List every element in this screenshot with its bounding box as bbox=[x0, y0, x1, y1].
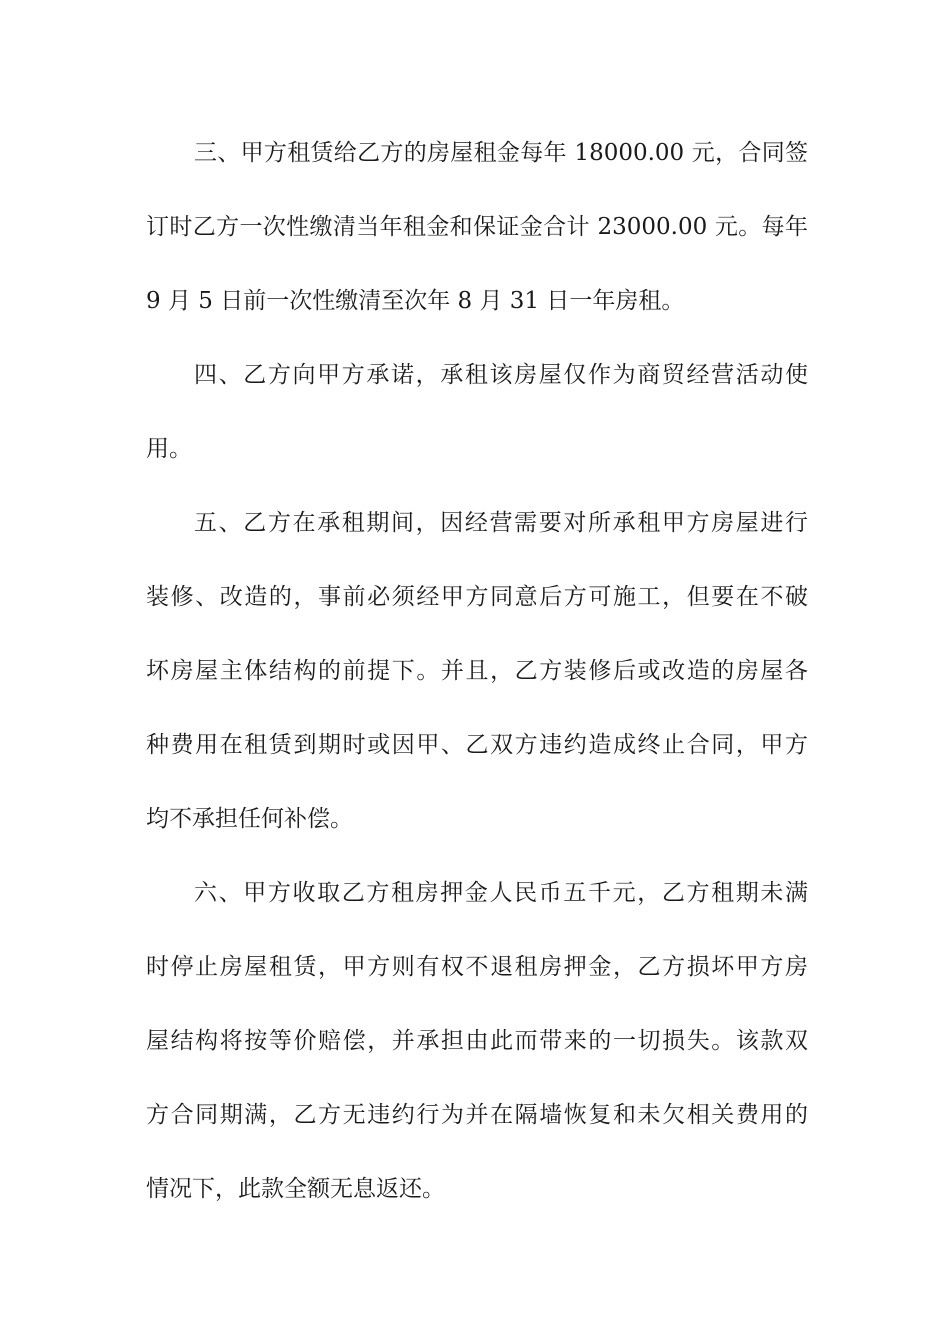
paragraph-line: 时停止房屋租赁，甲方则有权不退租房押金，乙方损坏甲方房 bbox=[146, 954, 808, 980]
paragraph-clause-3 bbox=[146, 126, 808, 348]
paragraph-clause-5 bbox=[146, 496, 808, 866]
paragraph-line: 三、甲方租赁给乙方的房屋租金每年 18000.00 元，合同签 bbox=[194, 140, 808, 166]
paragraph-line: 五、乙方在承租期间，因经营需要对所承租甲方房屋进行 bbox=[194, 510, 808, 536]
paragraph-line: 均不承担任何补偿。 bbox=[146, 806, 353, 832]
paragraph-line: 用。 bbox=[146, 436, 192, 462]
paragraph-line: 屋结构将按等价赔偿，并承担由此而带来的一切损失。该款双 bbox=[146, 1028, 808, 1054]
document-body bbox=[146, 126, 808, 1236]
paragraph-line: 六、甲方收取乙方租房押金人民币五千元，乙方租期未满 bbox=[194, 880, 808, 906]
paragraph-clause-6 bbox=[146, 866, 808, 1236]
paragraph-line: 装修、改造的，事前必须经甲方同意后方可施工，但要在不破 bbox=[146, 584, 808, 610]
paragraph-line: 订时乙方一次性缴清当年租金和保证金合计 23000.00 元。每年 bbox=[146, 214, 808, 240]
paragraph-line: 坏房屋主体结构的前提下。并且，乙方装修后或改造的房屋各 bbox=[146, 658, 808, 684]
paragraph-clause-4 bbox=[146, 348, 808, 496]
paragraph-line: 9 月 5 日前一次性缴清至次年 8 月 31 日一年房租。 bbox=[146, 288, 685, 314]
paragraph-line: 方合同期满，乙方无违约行为并在隔墙恢复和未欠相关费用的 bbox=[146, 1102, 808, 1128]
paragraph-line: 情况下，此款全额无息返还。 bbox=[146, 1176, 445, 1202]
paragraph-line: 四、乙方向甲方承诺，承租该房屋仅作为商贸经营活动使 bbox=[194, 362, 808, 388]
paragraph-line: 种费用在租赁到期时或因甲、乙双方违约造成终止合同，甲方 bbox=[146, 732, 808, 758]
